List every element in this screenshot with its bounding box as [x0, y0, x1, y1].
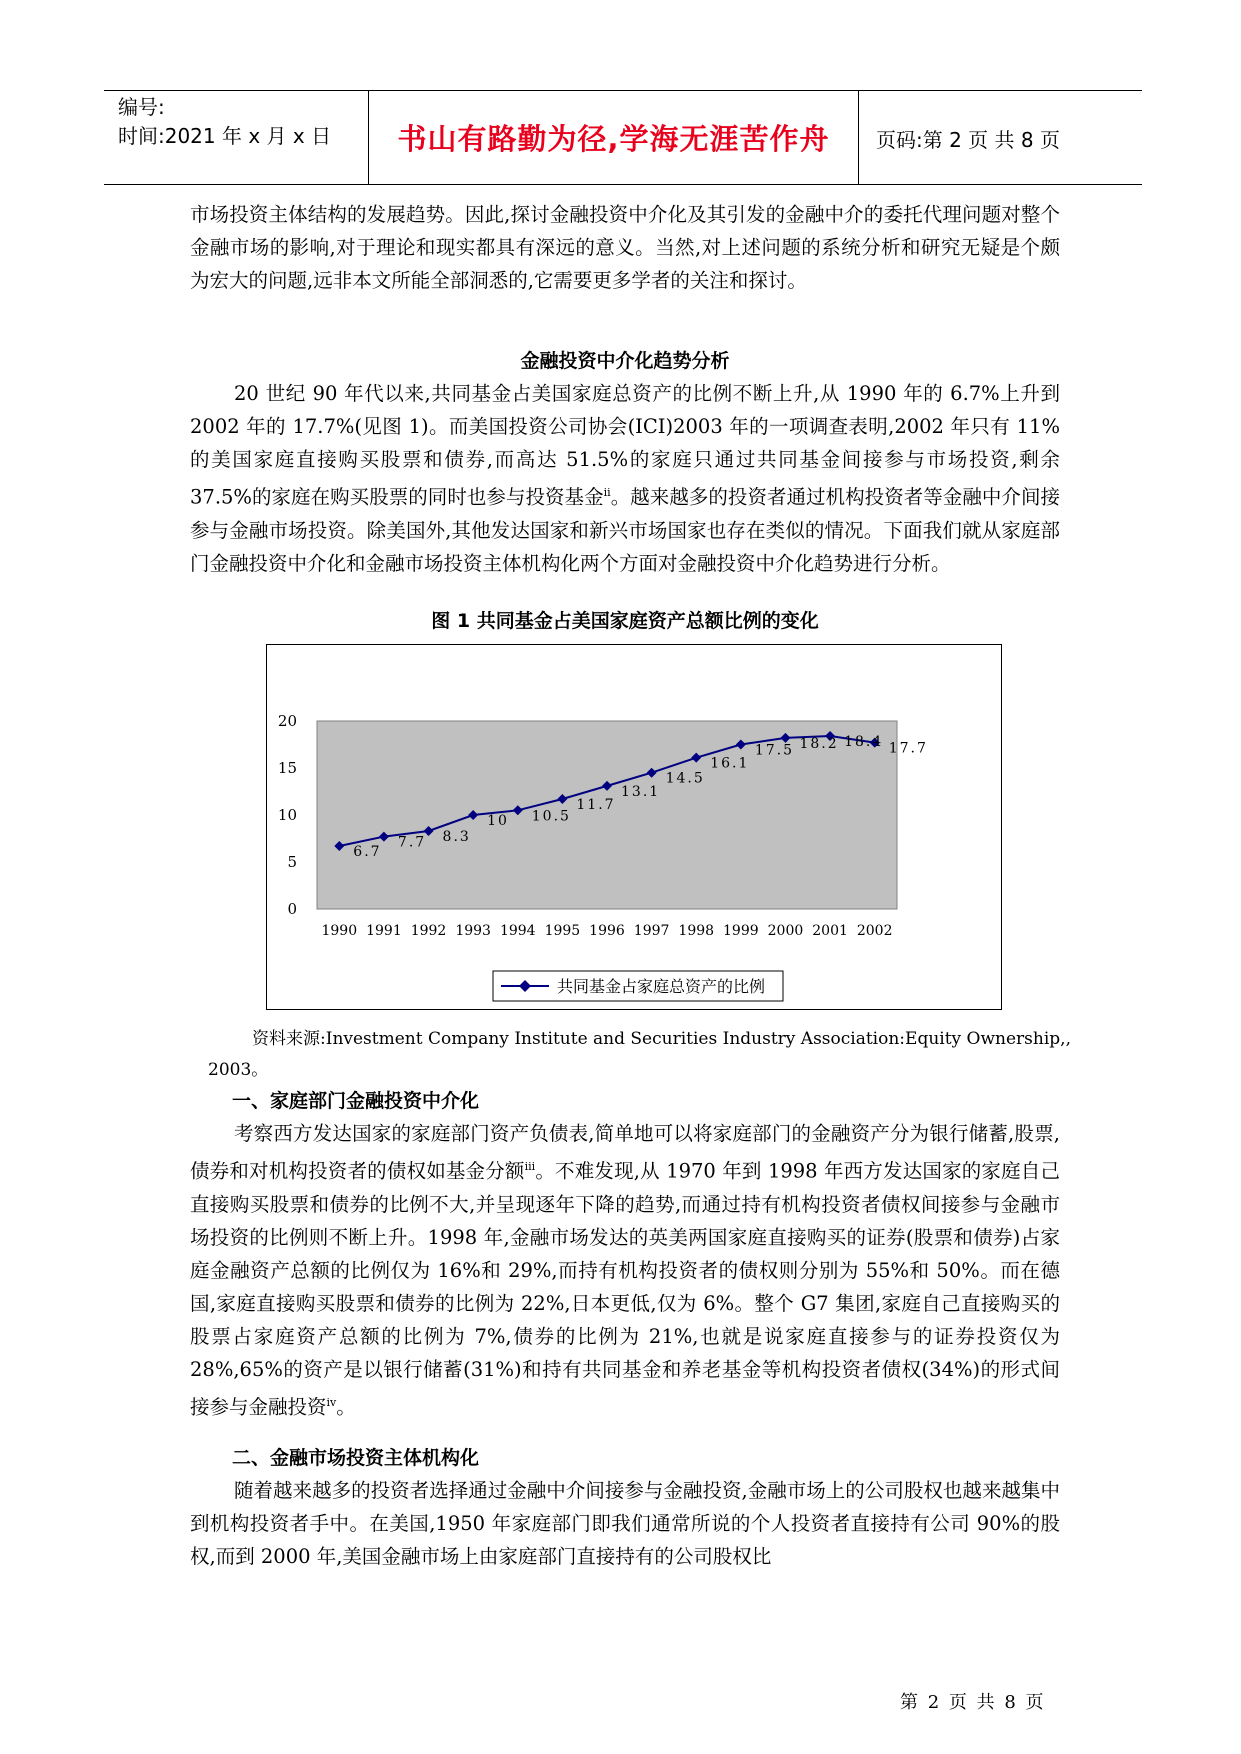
footnote-ref[interactable]: ii [603, 486, 611, 499]
y-tick-label: 20 [277, 712, 297, 730]
figure-title: 图 1 共同基金占美国家庭资产总额比例的变化 [431, 610, 819, 632]
paragraph-text: 。不难发现,从 1970 年到 1998 年西方发达国家的家庭自己直接购买股票和债券的比例不大,并呈现逐年下降的趋势,而通过持有机构投资者债权间接参与金融市场投资的比例则不断上升。1998 年,金融市场发达的英美两国家庭直接购买的证券(股票和债券)占家庭金融资产总额的比例仅为 16%和 29%,而持有机构投资者的债权则分别为 55%和 50%。而在德国,家庭直接购买股票和债券的比例为 22%,日本更低,仅为 6%。整个 G7 集团,家庭自己直接购买的股票占家庭资产总额的比例为 7%,债券的比例为 21%,也就是说家庭直接参与的证券投资仅为 28%,65%的资产是以银行储蓄(31%)和持有共同基金和养老基金等机构投资者债权(34%)的形式间接参与金融投资 [190, 1159, 1060, 1418]
section-title: 金融投资中介化趋势分析 [520, 350, 730, 372]
x-tick-label: 1997 [633, 923, 670, 939]
x-tick-label: 2001 [812, 923, 848, 939]
y-tick-label: 0 [287, 900, 297, 918]
y-tick-label: 10 [277, 806, 297, 824]
data-label: 16.1 [710, 755, 750, 772]
paragraph-text: 。 [336, 1395, 356, 1418]
header-meta [118, 93, 331, 151]
subsection-title-institutional: 二、金融市场投资主体机构化 [232, 1447, 480, 1469]
footnote-ref[interactable]: iv [326, 1395, 337, 1409]
y-tick-label: 15 [277, 759, 297, 777]
header-divider [858, 91, 859, 184]
x-tick-label: 1990 [321, 923, 358, 939]
x-tick-label: 1999 [723, 923, 759, 939]
data-label: 10.5 [531, 808, 571, 825]
x-tick-label: 1994 [499, 923, 536, 939]
y-axis [278, 712, 297, 918]
x-tick-label: 1992 [410, 923, 447, 939]
legend-label: 共同基金占家庭总资产的比例 [557, 977, 766, 996]
x-tick-label: 1991 [366, 923, 402, 939]
data-label: 7.7 [397, 834, 427, 851]
legend [493, 971, 783, 1001]
paragraph-household [190, 1117, 1060, 1423]
data-label: 11.7 [576, 797, 616, 814]
paragraph-text: 。越来越多的投资者通过机构投资者等金融中介间接参与金融市场投资。除美国外,其他发达国家和新兴市场国家也存在类似的情况。下面我们就从家庭部门金融投资中介化和金融市场投资主体机构化两个方面对金融投资中介化趋势进行分析。 [190, 485, 1060, 575]
x-axis [321, 923, 892, 939]
chart-canvas [267, 645, 1001, 1009]
header-time-label: 时间:2021 年 x 月 x 日 [118, 124, 332, 148]
paragraph-institutional: 随着越来越多的投资者选择通过金融中介间接参与金融投资,金融市场上的公司股权也越来越集中到机构投资者手中。在美国,1950 年家庭部门即我们通常所说的个人投资者直接持有公司 90%的股权,而到 2000 年,美国金融市场上由家庭部门直接持有的公司股权比 [190, 1479, 1060, 1568]
x-tick-label: 1996 [589, 923, 625, 939]
paragraph-text: 20 世纪 90 年代以来,共同基金占美国家庭总资产的比例不断上升,从 1990 年的 6.7%上升到 2002 年的 17.7%(见图 1)。而美国投资公司协会(ICI)2003 年的一项调查表明,2002 年只有 11%的美国家庭直接购买股票和债券,而高达 51.5%的家庭只通过共同基金间接参与市场投资,剩余 37.5%的家庭在购买股票的同时也参与投资基金 [190, 382, 1060, 509]
page-footer: 第 2 页 共 8 页 [900, 1692, 1046, 1713]
source-line: 资料来源:Investment Company Institute and Securities Industry Association:Equity Ownership,, [252, 1029, 1071, 1049]
data-label: 8.3 [442, 828, 471, 845]
data-label: 17.7 [888, 740, 928, 757]
header-motto: 书山有路勤为径,学海无涯苦作舟 [397, 122, 830, 156]
x-tick-label: 2002 [856, 923, 893, 939]
data-label: 14.5 [665, 770, 705, 787]
x-tick-label: 2000 [767, 923, 804, 939]
paragraph-text: 考察西方发达国家的家庭部门资产负债表,简单地可以将家庭部门的金融资产分为银行储蓄,股票,债券和对机构投资者的债权如基金分额 [190, 1122, 1060, 1183]
data-label: 18.4 [844, 734, 884, 751]
x-tick-label: 1998 [678, 923, 715, 939]
subsection-title-household: 一、家庭部门金融投资中介化 [232, 1090, 480, 1112]
page-header [104, 90, 1142, 185]
source-line-2: 2003。 [208, 1060, 269, 1080]
footnote-ref[interactable]: iii [524, 1160, 536, 1173]
line-chart [266, 644, 1002, 1010]
header-number-label: 编号: [118, 95, 165, 119]
data-label: 18.2 [799, 735, 839, 752]
y-tick-label: 5 [287, 853, 297, 871]
paragraph-intro: 市场投资主体结构的发展趋势。因此,探讨金融投资中介化及其引发的金融中介的委托代理问题对整个金融市场的影响,对于理论和现实都具有深远的意义。当然,对上述问题的系统分析和研究无疑是个颇为宏大的问题,远非本文所能全部洞悉的,它需要更多学者的关注和探讨。 [190, 203, 1060, 292]
data-label: 13.1 [621, 783, 661, 800]
data-label: 6.7 [353, 844, 382, 861]
data-label: 17.5 [754, 742, 795, 759]
header-page-label: 页码:第 2 页 共 8 页 [876, 128, 1060, 152]
paragraph-trend [190, 377, 1060, 580]
x-tick-label: 1995 [544, 923, 581, 939]
data-label: 10 [487, 813, 509, 829]
x-tick-label: 1993 [455, 923, 491, 939]
